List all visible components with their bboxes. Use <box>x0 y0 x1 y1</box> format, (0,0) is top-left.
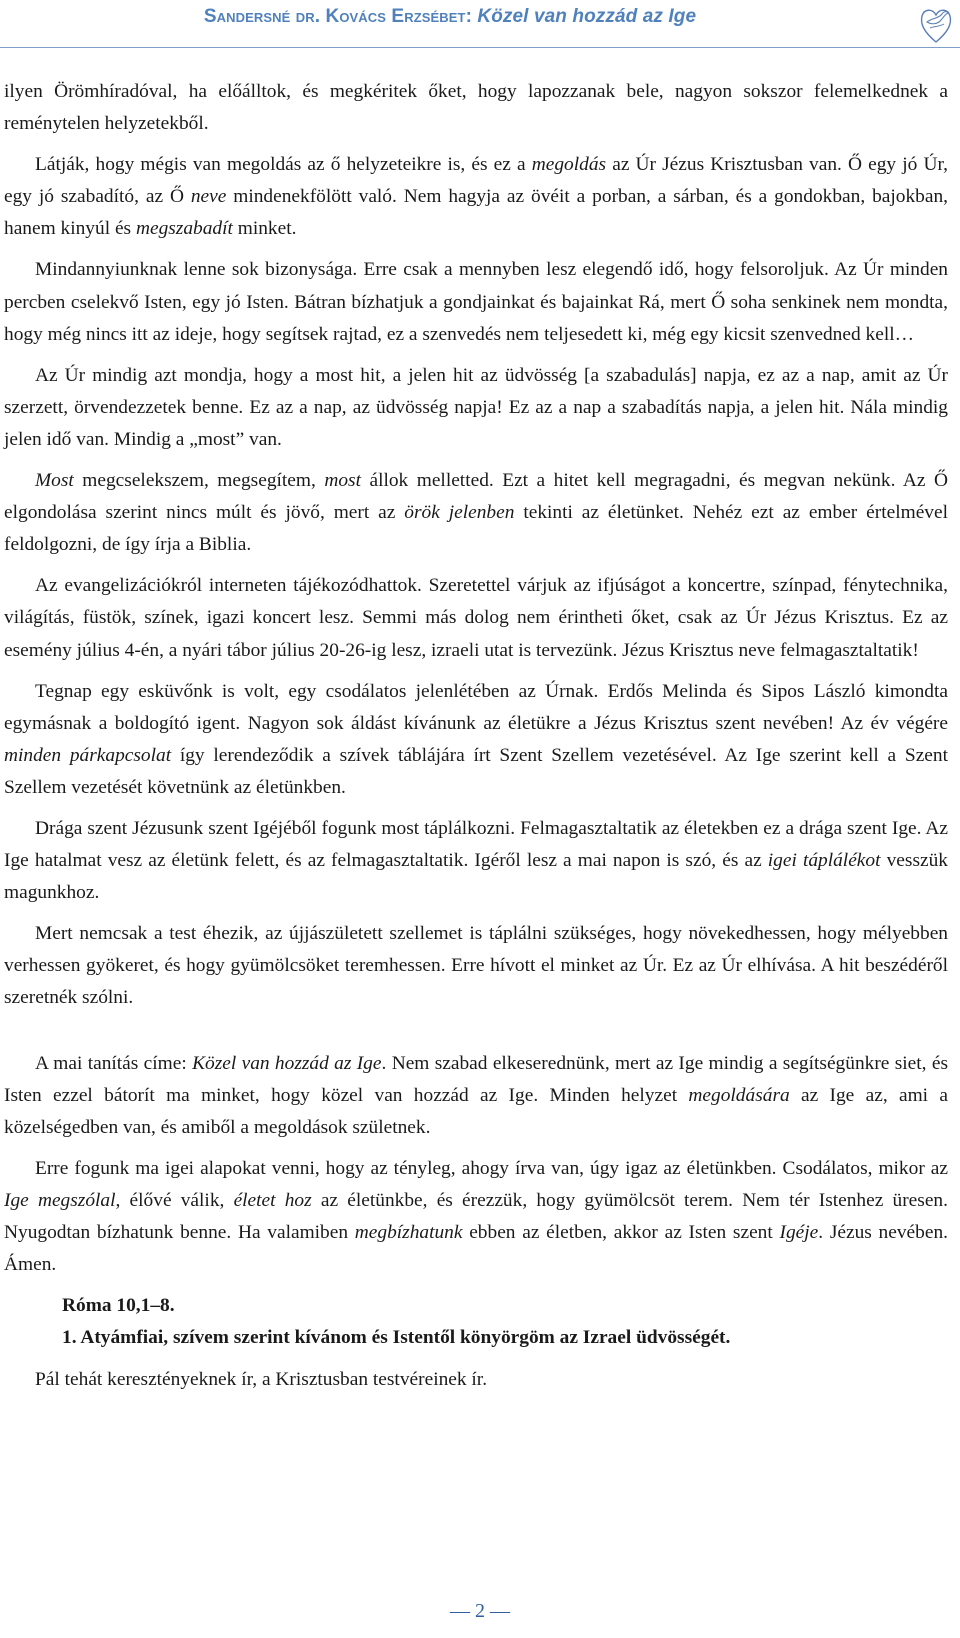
emphasis-text: most <box>324 470 361 492</box>
header-title: Közel van hozzád az Ige <box>477 6 697 27</box>
emphasis-text: Most <box>35 470 74 492</box>
paragraph: Most megcselekszem, megsegítem, most állok melletted. Ezt a hitet kell megragadni, és megvan nekünk. Az Ő elgondolása szerint nincs múlt és jövő, mert az örök jelenben tekinti az életünket. Nehéz ezt az ember értelmével feldolgozni, de így írja a Biblia. <box>4 470 949 556</box>
paragraph: Tegnap egy esküvőnk is volt, egy csodálatos jelenlétében az Úrnak. Erdős Melinda és Sipos László kimondta egymásnak a boldogító igent. Nagyon sok áldást kívánunk az életükre a Jézus Krisztus szent nevében! Az év végére minden párkapcsolat így lerendeződik a szívek táblájára írt Szent Szellem vezetésével. Az Ige szerint kell a Szent Szellem vezetését követnünk az életünkben. <box>4 680 948 798</box>
closing-paragraph: Pál tehát keresztényeknek ír, a Krisztusban testvéreinek ír. <box>35 1369 488 1391</box>
emphasis-text: neve <box>190 186 227 208</box>
scripture-verse: 1. Atyámfiai, szívem szerint kívánom és Istentől könyörgöm az Izrael üdvösségét. <box>62 1327 731 1349</box>
emphasis-text: Igéje <box>779 1222 819 1243</box>
paragraph: Látják, hogy mégis van megoldás az ő helyzeteikre is, és ez a megoldás az Úr Jézus Krisztusban van. Ő egy jó Úr, egy jó szabadító, az Ő neve mindenekfölött való. Nem hagyja az övéit a porban, a sárban, és a gondokban, bajokban, hanem kinyúl és megszabadít minket. <box>4 154 949 240</box>
paragraph: A mai tanítás címe: Közel van hozzád az Ige. Nem szabad elkeserednünk, mert az Ige mindig a segítségünkre siet, és Isten ezzel bátorít ma minket, hogy közel van hozzád az Ige. Minden helyzet megoldására az Ige az, ami a közelségedben van, és amiből a megoldások születnek. <box>4 1052 949 1138</box>
emphasis-text: megoldás <box>531 154 607 176</box>
running-header <box>0 6 900 28</box>
emphasis-text: örök jelenben <box>404 502 515 524</box>
paragraph: Drága szent Jézusunk szent Igéjéből fogunk most táplálkozni. Felmagasztaltatik az életekben ez a drága szent Ige. Az Ige hatalmat vesz az életünk felett, és az felmagasztaltatik. Igéről lesz a mai napon is szó, és az igei táplálékot vesszük magunkhoz. <box>4 817 948 904</box>
emphasis-text: Ige megszólal <box>4 1189 116 1211</box>
header-rule <box>0 47 960 48</box>
emphasis-text: Közel van hozzád az Ige <box>192 1052 382 1074</box>
paragraph: Mindannyiunknak lenne sok bizonysága. Erre csak a mennyben lesz elegendő idő, hogy felsoroljuk. Az Úr minden percben cselekvő Isten, egy jó Isten. Bátran bízhatjuk a gondjainkat és bajainkat Rá, mert Ő soha senkinek nem mondta, hogy még nincs itt az ideje, hogy segítsek rajtad, ez a szenvedés nem teljesedett ki, még egy kicsit szenvedned kell… <box>4 259 948 345</box>
paragraph: Az evangelizációkról interneten tájékozódhattok. Szeretettel várjuk az ifjúságot a koncertre, színpad, fénytechnika, világítás, füstök, színek, igazi koncert lesz. Semmi más dolog nem érintheti őket, csak az Úr Jézus Krisztus. Ez az esemény július 4-én, a nyári tábor július 20-26-ig lesz, izraeli utat is tervezünk. Jézus Krisztus neve felmagasztaltatik! <box>4 575 948 661</box>
paragraph: ilyen Örömhíradóval, ha előálltok, és megkéritek őket, hogy lapozzanak bele, nagyon sokszor felemelkednek a reménytelen helyzetekből. <box>4 81 948 135</box>
emphasis-text: megszabadít <box>135 218 233 240</box>
emphasis-text: igei táplálékot <box>767 850 881 872</box>
scripture-reference: Róma 10,1–8. <box>62 1295 175 1317</box>
emphasis-text: minden párkapcsolat <box>4 744 172 766</box>
emphasis-text: életet hoz <box>233 1189 312 1211</box>
emphasis-text: megoldására <box>688 1084 790 1106</box>
header-author: Sandersné dr. Kovács Erzsébet: <box>203 6 472 27</box>
dove-heart-logo-icon <box>918 2 954 46</box>
paragraph: Erre fogunk ma igei alapokat venni, hogy az tényleg, ahogy írva van, úgy igaz az életünkben. Csodálatos, mikor az Ige megszólal, élővé válik, életet hoz az életünkbe, és érezzük, hogy gyümölcsöt terem. Nem tér Istenhez üresen. Nyugodtan bízhatunk benne. Ha valamiben megbízhatunk ebben az életben, akkor az Isten szent Igéje. Jézus nevében. Ámen. <box>4 1157 949 1276</box>
paragraph: Az Úr mindig azt mondja, hogy a most hit, a jelen hit az üdvösség [a szabadulás] napja, ez az a nap, amit az Úr szerzett, örvendezzetek benne. Ez az a nap, az üdvösség napja! Ez az a nap a szabadítás napja, a jelen hit. Nála mindig jelen idő van. Mindig a „most” van. <box>4 364 948 450</box>
paragraph: Mert nemcsak a test éhezik, az újjászületett szellemet is táplálni szükséges, hogy növekedhessen, hogy mélyebben verhessen gyökeret, és hogy gyümölcsöket teremhessen. Erre hívott el minket az Úr. Ez az Úr elhívása. A hit beszédéről szeretnék szólni. <box>4 923 948 1009</box>
document-body <box>4 76 948 1405</box>
emphasis-text: megbízhatunk <box>354 1222 463 1243</box>
page-number: — 2 — <box>450 1600 510 1622</box>
